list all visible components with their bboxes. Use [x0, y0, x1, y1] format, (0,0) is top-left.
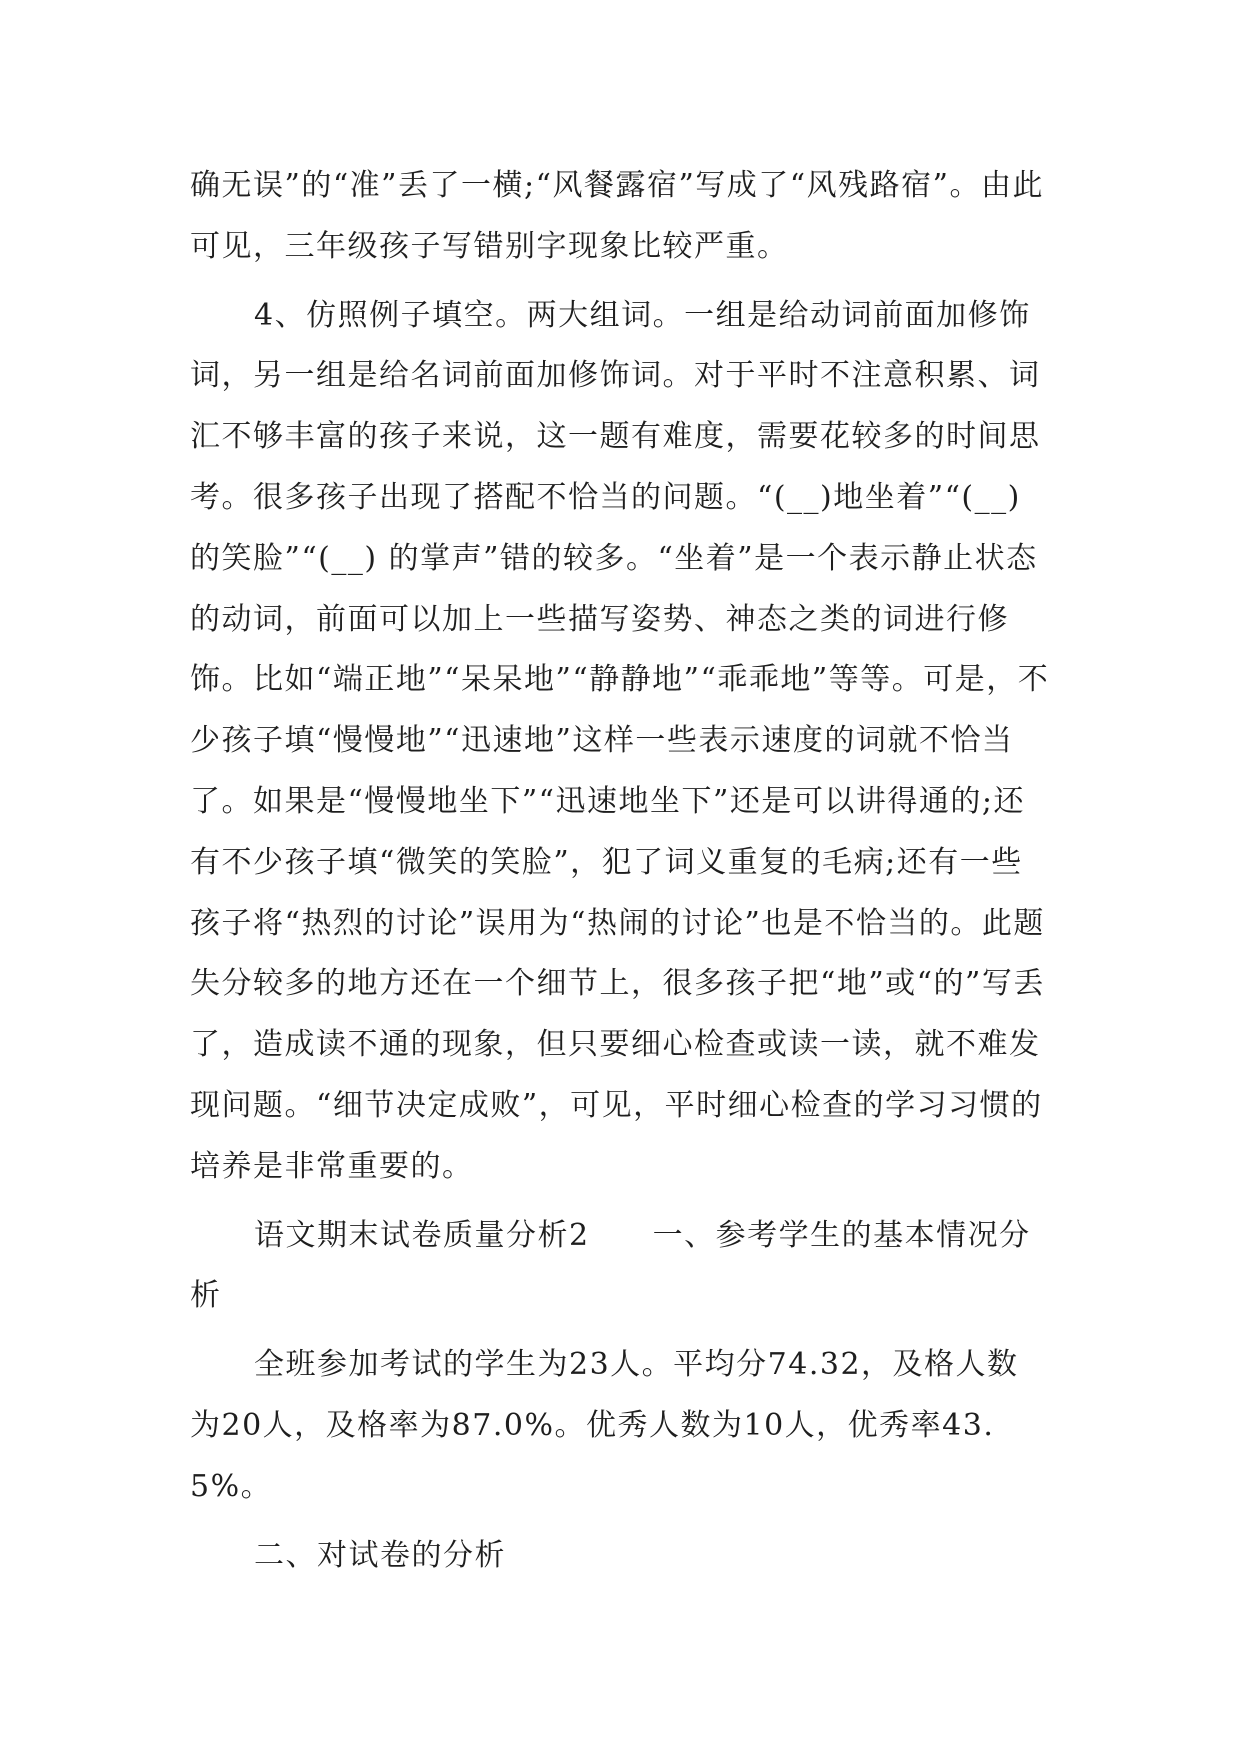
paragraph-class-statistics: 全班参加考试的学生为23人。平均分74.32，及格人数为20人，及格率为87.0%。优秀人数为10人，优秀率43.5%。 [190, 1347, 1019, 1504]
document-body [190, 156, 1050, 1586]
paragraph-paper-analysis-heading: 二、对试卷的分析 [254, 1537, 506, 1573]
paragraph-typo-summary: 确无误”的“准”丢了一横;“风餐露宿”写成了“风残路宿”。由此可见，三年级孩子写错别字现象比较严重。 [190, 168, 1044, 264]
paragraph-question-4-analysis: 4、仿照例子填空。两大组词。一组是给动词前面加修饰词，另一组是给名词前面加修饰词。对于平时不注意积累、词汇不够丰富的孩子来说，这一题有难度，需要花较多的时间思考。很多孩子出现了搭配不恰当的问题。“(__)地坐着”“(__) 的笑脸”“(__) 的掌声”错的较多。“坐着”是一个表示静止状态的动词，前面可以加上一些描写姿势、神态之类的词进行修饰。比如“端正地”“呆呆地”“静静地”“乖乖地”等等。可是，不少孩子填“慢慢地”“迅速地”这样一些表示速度的词就不恰当了。如果是“慢慢地坐下”“迅速地坐下”还是可以讲得通的;还有不少孩子填“微笑的笑脸”，犯了词义重复的毛病;还有一些孩子将“热烈的讨论”误用为“热闹的讨论”也是不恰当的。此题失分较多的地方还在一个细节上，很多孩子把“地”或“的”写丢了，造成读不通的现象，但只要细心检查或读一读，就不难发现问题。“细节决定成败”，可见，平时细心检查的学习习惯的培养是非常重要的。 [190, 297, 1050, 1184]
paragraph-section-heading: 语文期末试卷质量分析2 一、参考学生的基本情况分析 [190, 1217, 1031, 1314]
